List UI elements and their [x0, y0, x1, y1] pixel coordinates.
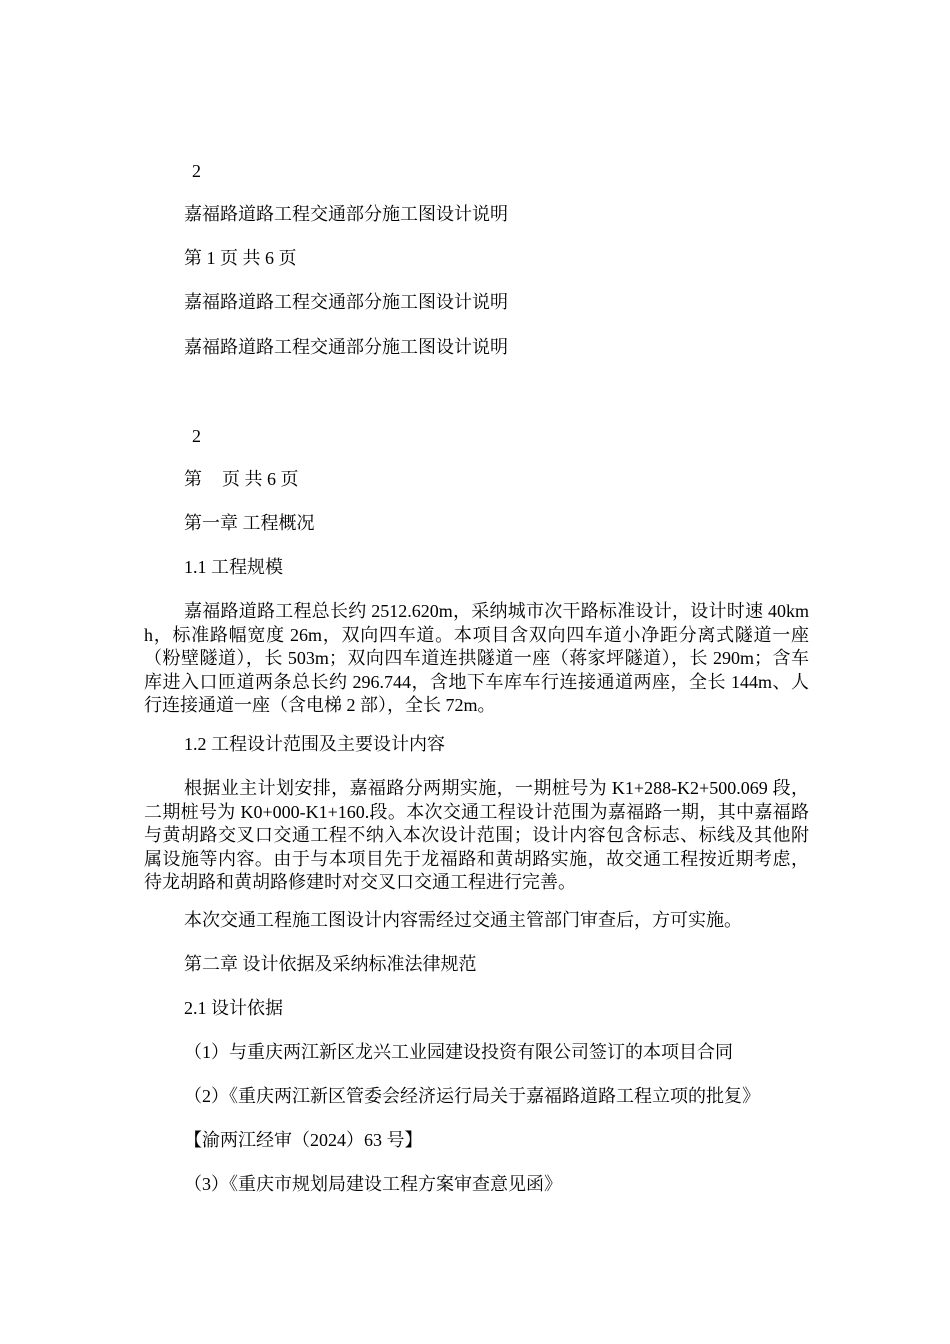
section-heading: 1.2 工程设计范围及主要设计内容 [184, 734, 445, 754]
list-item: （3）《重庆市规划局建设工程方案审查意见函》 [184, 1174, 562, 1194]
document-title: 嘉福路道路工程交通部分施工图设计说明 [184, 292, 508, 312]
list-item-continuation: 【渝两江经审（2024）63 号】 [184, 1130, 423, 1150]
page-info [184, 468, 299, 490]
page-info-suffix: 页 共 6 页 [222, 469, 299, 489]
list-item: （2）《重庆两江新区管委会经济运行局关于嘉福路道路工程立项的批复》 [184, 1086, 760, 1106]
chapter-heading: 第一章 工程概况 [184, 513, 315, 533]
paragraph: 嘉福路道路工程总长约 2512.620m，采纳城市次干路标准设计，设计时速 40km h，标准路幅宽度 26m，双向四车道。本项目含双向四车道小净距分离式隧道一座（粉壁隧道），长 503m；双向四车道连拱隧道一座（蒋家坪隧道），长 290m；含车库进入口匝道两条总长约 296.744，含地下车库车行连接通道两座，全长 144m、人行连接通道一座（含电梯 2 部），全长 72m。 [144, 601, 809, 715]
paragraph: 本次交通工程施工图设计内容需经过交通主管部门审查后，方可实施。 [184, 910, 742, 930]
paragraph: 根据业主计划安排，嘉福路分两期实施，一期桩号为 K1+288-K2+500.069 段，二期桩号为 K0+000-K1+160.段。本次交通工程设计范围为嘉福路一期，其中嘉福路与黄胡路交叉口交通工程不纳入本次设计范围；设计内容包含标志、标线及其他附属设施等内容。由于与本项目先于龙福路和黄胡路实施，故交通工程按近期考虑，待龙胡路和黄胡路修建时对交叉口交通工程进行完善。 [144, 778, 809, 892]
page-info-prefix: 第 [184, 469, 202, 489]
chapter-heading: 第二章 设计依据及采纳标准法律规范 [184, 954, 477, 974]
section-heading: 1.1 工程规模 [184, 557, 283, 577]
page-number: 2 [192, 426, 201, 446]
section-heading: 2.1 设计依据 [184, 998, 283, 1018]
document-title: 嘉福路道路工程交通部分施工图设计说明 [184, 204, 508, 224]
document-title: 嘉福路道路工程交通部分施工图设计说明 [184, 337, 508, 357]
list-item: （1）与重庆两江新区龙兴工业园建设投资有限公司签订的本项目合同 [184, 1042, 733, 1062]
page-info: 第 1 页 共 6 页 [184, 248, 297, 268]
page-number: 2 [192, 161, 201, 181]
